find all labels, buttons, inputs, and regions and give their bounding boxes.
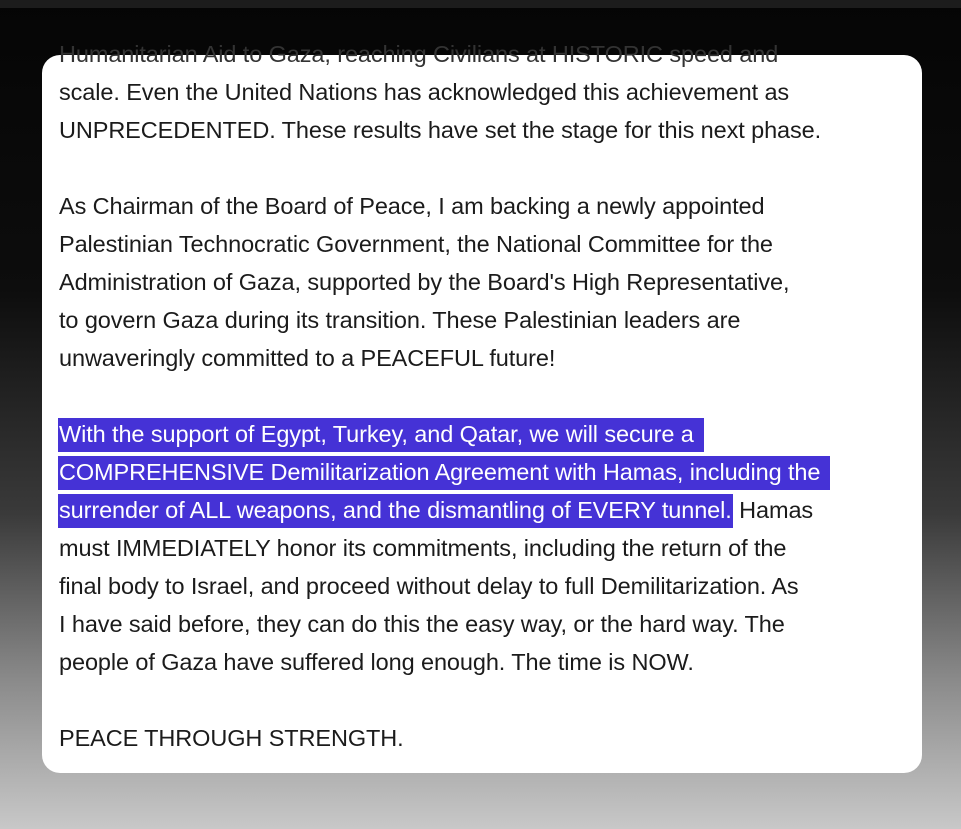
text-line: unwaveringly committed to a PEACEFUL future! bbox=[59, 345, 556, 371]
unselected-text: Hamas bbox=[732, 497, 814, 523]
selected-text[interactable]: surrender of ALL weapons, and the dismantling of EVERY tunnel. bbox=[58, 494, 733, 528]
top-band bbox=[0, 0, 961, 8]
selected-text[interactable]: COMPREHENSIVE Demilitarization Agreement with Hamas, including the bbox=[58, 456, 830, 490]
text-line: UNPRECEDENTED. These results have set the stage for this next phase. bbox=[59, 117, 822, 143]
paragraph-gap bbox=[59, 377, 909, 415]
text-line-highlighted bbox=[59, 491, 909, 529]
text-line: As Chairman of the Board of Peace, I am backing a newly appointed bbox=[59, 193, 765, 219]
text-line: to govern Gaza during its transition. These Palestinian leaders are bbox=[59, 307, 741, 333]
text-line: must IMMEDIATELY honor its commitments, including the return of the bbox=[59, 535, 787, 561]
text-line: I have said before, they can do this the easy way, or the hard way. The bbox=[59, 611, 785, 637]
text-line: final body to Israel, and proceed without delay to full Demilitarization. As bbox=[59, 573, 799, 599]
post-card bbox=[42, 41, 922, 773]
text-line: Humanitarian Aid to Gaza, reaching Civilians at HISTORIC speed and bbox=[59, 41, 779, 67]
text-line: scale. Even the United Nations has acknowledged this achievement as bbox=[59, 79, 790, 105]
post-text[interactable] bbox=[59, 35, 909, 757]
paragraph-gap bbox=[59, 149, 909, 187]
text-line: Palestinian Technocratic Government, the National Committee for the bbox=[59, 231, 773, 257]
text-line: people of Gaza have suffered long enough. The time is NOW. bbox=[59, 649, 694, 675]
text-line: Administration of Gaza, supported by the Board's High Representative, bbox=[59, 269, 790, 295]
paragraph-gap bbox=[59, 681, 909, 719]
selected-text[interactable]: With the support of Egypt, Turkey, and Qatar, we will secure a bbox=[58, 418, 704, 452]
text-line-highlighted bbox=[59, 453, 909, 491]
text-line-highlighted bbox=[59, 415, 909, 453]
closing-line: PEACE THROUGH STRENGTH. bbox=[59, 725, 404, 751]
